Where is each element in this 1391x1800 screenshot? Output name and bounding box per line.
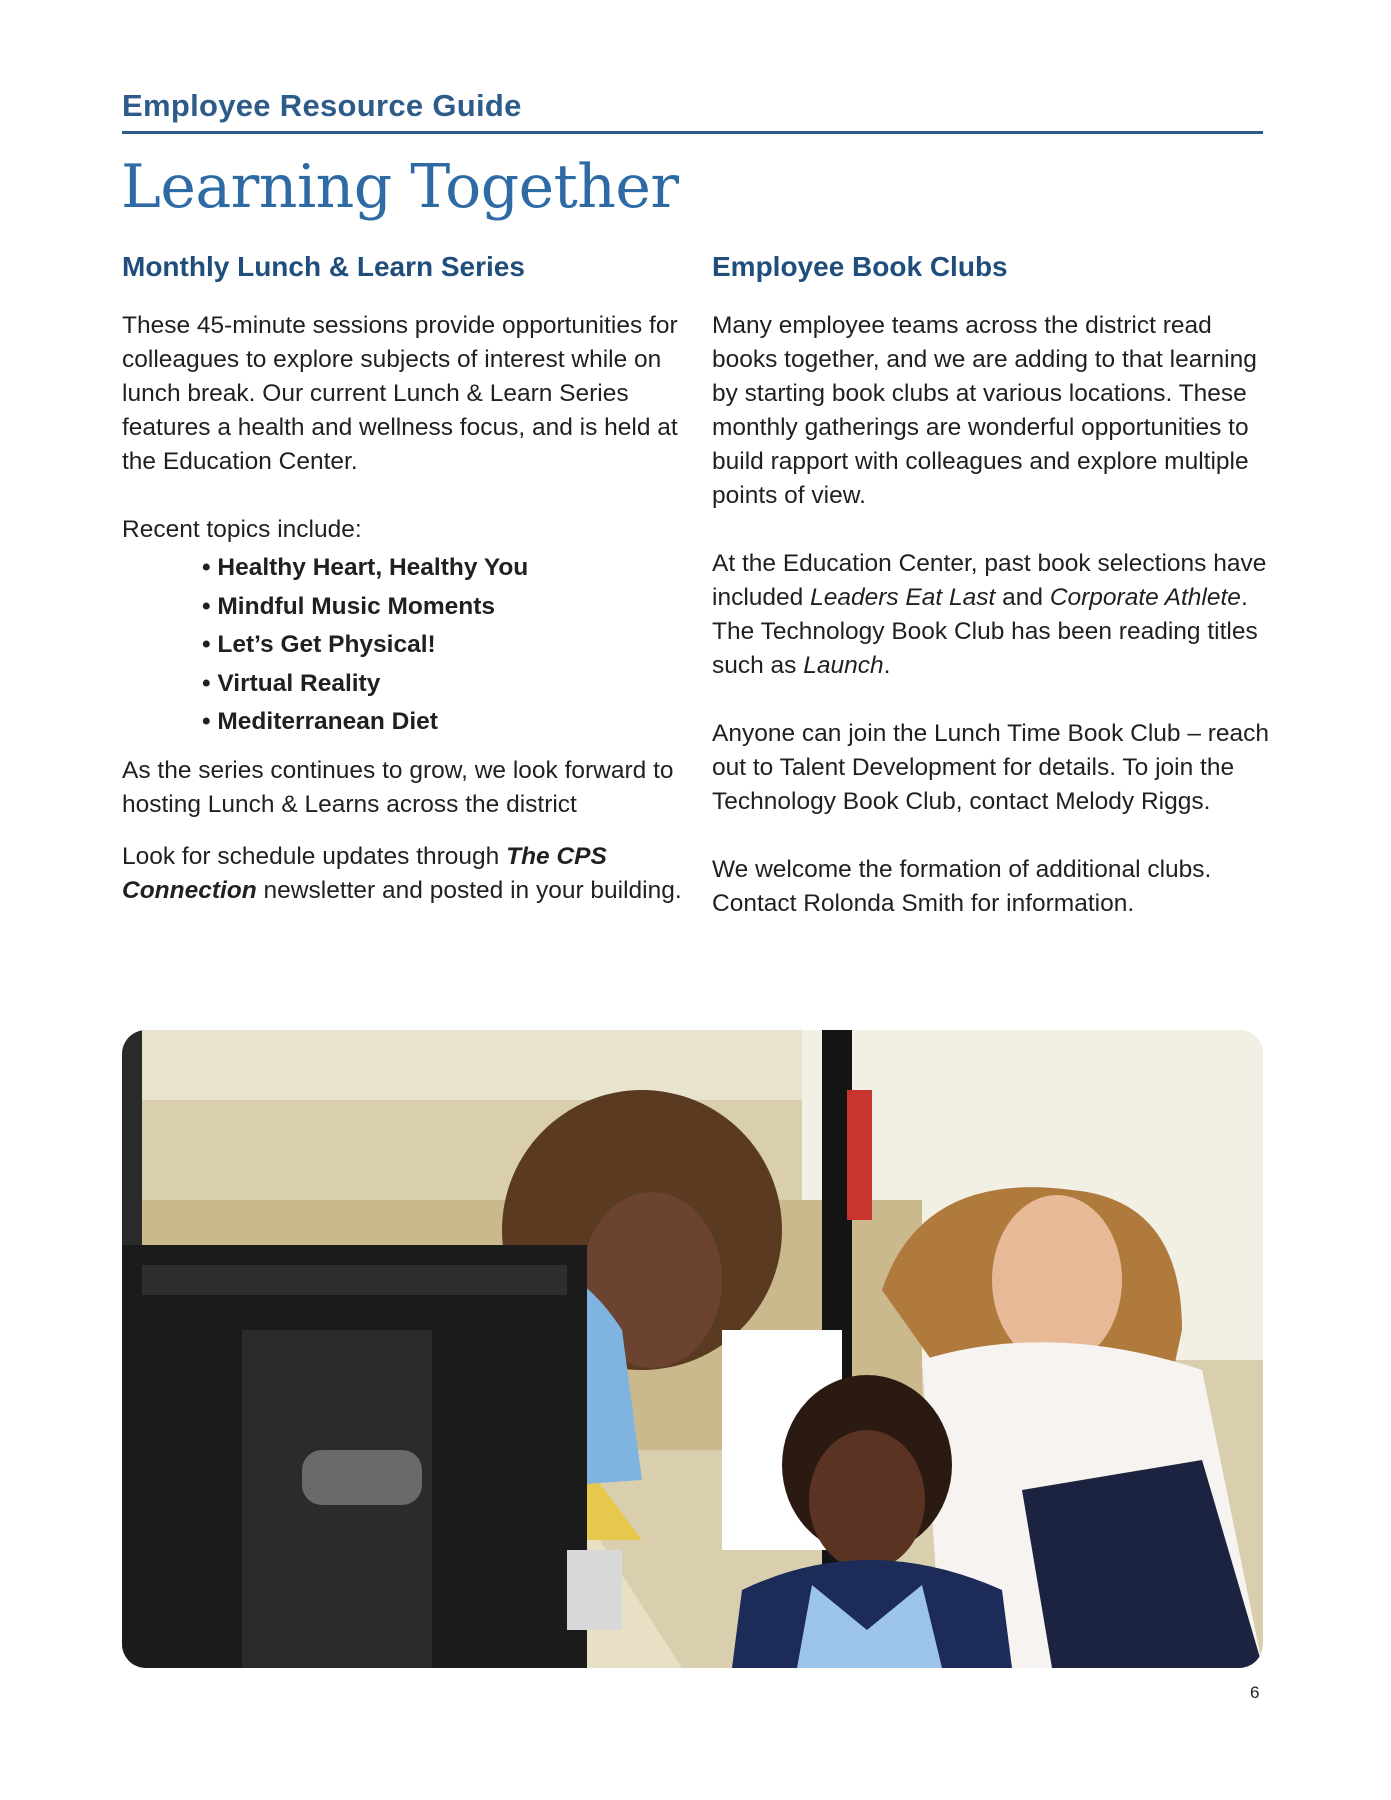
book-title: Corporate Athlete: [1049, 584, 1241, 611]
lunch-learn-column: [122, 247, 682, 908]
list-item: • Virtual Reality: [202, 665, 682, 704]
list-item: • Mediterranean Diet: [202, 703, 682, 742]
schedule-updates-text: Look for schedule updates through The CPS Connection newsletter and posted in your building.: [122, 842, 682, 904]
photo-illustration: [122, 1030, 1263, 1668]
book-clubs-intro: Many employee teams across the district read books together, and we are adding to that learning by starting book clubs at various locations. These monthly gatherings are wonderful opportunities to build rapport with colleagues and explore multiple points of view.: [712, 312, 1257, 509]
topics-list: [122, 549, 682, 742]
page-number: 6: [1250, 1683, 1260, 1702]
book-title: Launch: [803, 652, 884, 679]
book-title: Leaders Eat Last: [810, 584, 996, 611]
join-clubs-text: Anyone can join the Lunch Time Book Club – reach out to Talent Development for details. To join the Technology Book Club, contact Melody Riggs.: [712, 720, 1270, 815]
series-growth-text: As the series continues to grow, we look forward to hosting Lunch & Learns across the district: [122, 756, 674, 818]
guide-label: Employee Resource Guide: [122, 88, 522, 123]
list-item: • Let’s Get Physical!: [202, 626, 682, 665]
book-clubs-heading: Employee Book Clubs: [712, 251, 1008, 282]
topics-label: Recent topics include:: [122, 516, 362, 543]
book-clubs-column: [712, 247, 1272, 921]
additional-clubs-text: We welcome the formation of additional clubs. Contact Rolonda Smith for information.: [712, 856, 1212, 917]
classroom-computer-photo: [122, 1030, 1263, 1668]
header-divider: [122, 131, 1263, 134]
newsletter-title: The CPS Connection: [122, 842, 607, 904]
list-item: • Healthy Heart, Healthy You: [202, 549, 682, 588]
lunch-learn-intro: These 45-minute sessions provide opportunities for colleagues to explore subjects of interest while on lunch break. Our current Lunch & Learn Series features a health and wellness focus, and is held at the Education Center.: [122, 312, 678, 475]
page-title: Learning Together: [121, 152, 679, 222]
lunch-learn-heading: Monthly Lunch & Learn Series: [122, 251, 525, 282]
book-selections-text: At the Education Center, past book selections have included Leaders Eat Last and Corporate Athlete. The Technology Book Club has been reading titles such as Launch.: [712, 550, 1267, 679]
list-item: • Mindful Music Moments: [202, 588, 682, 627]
